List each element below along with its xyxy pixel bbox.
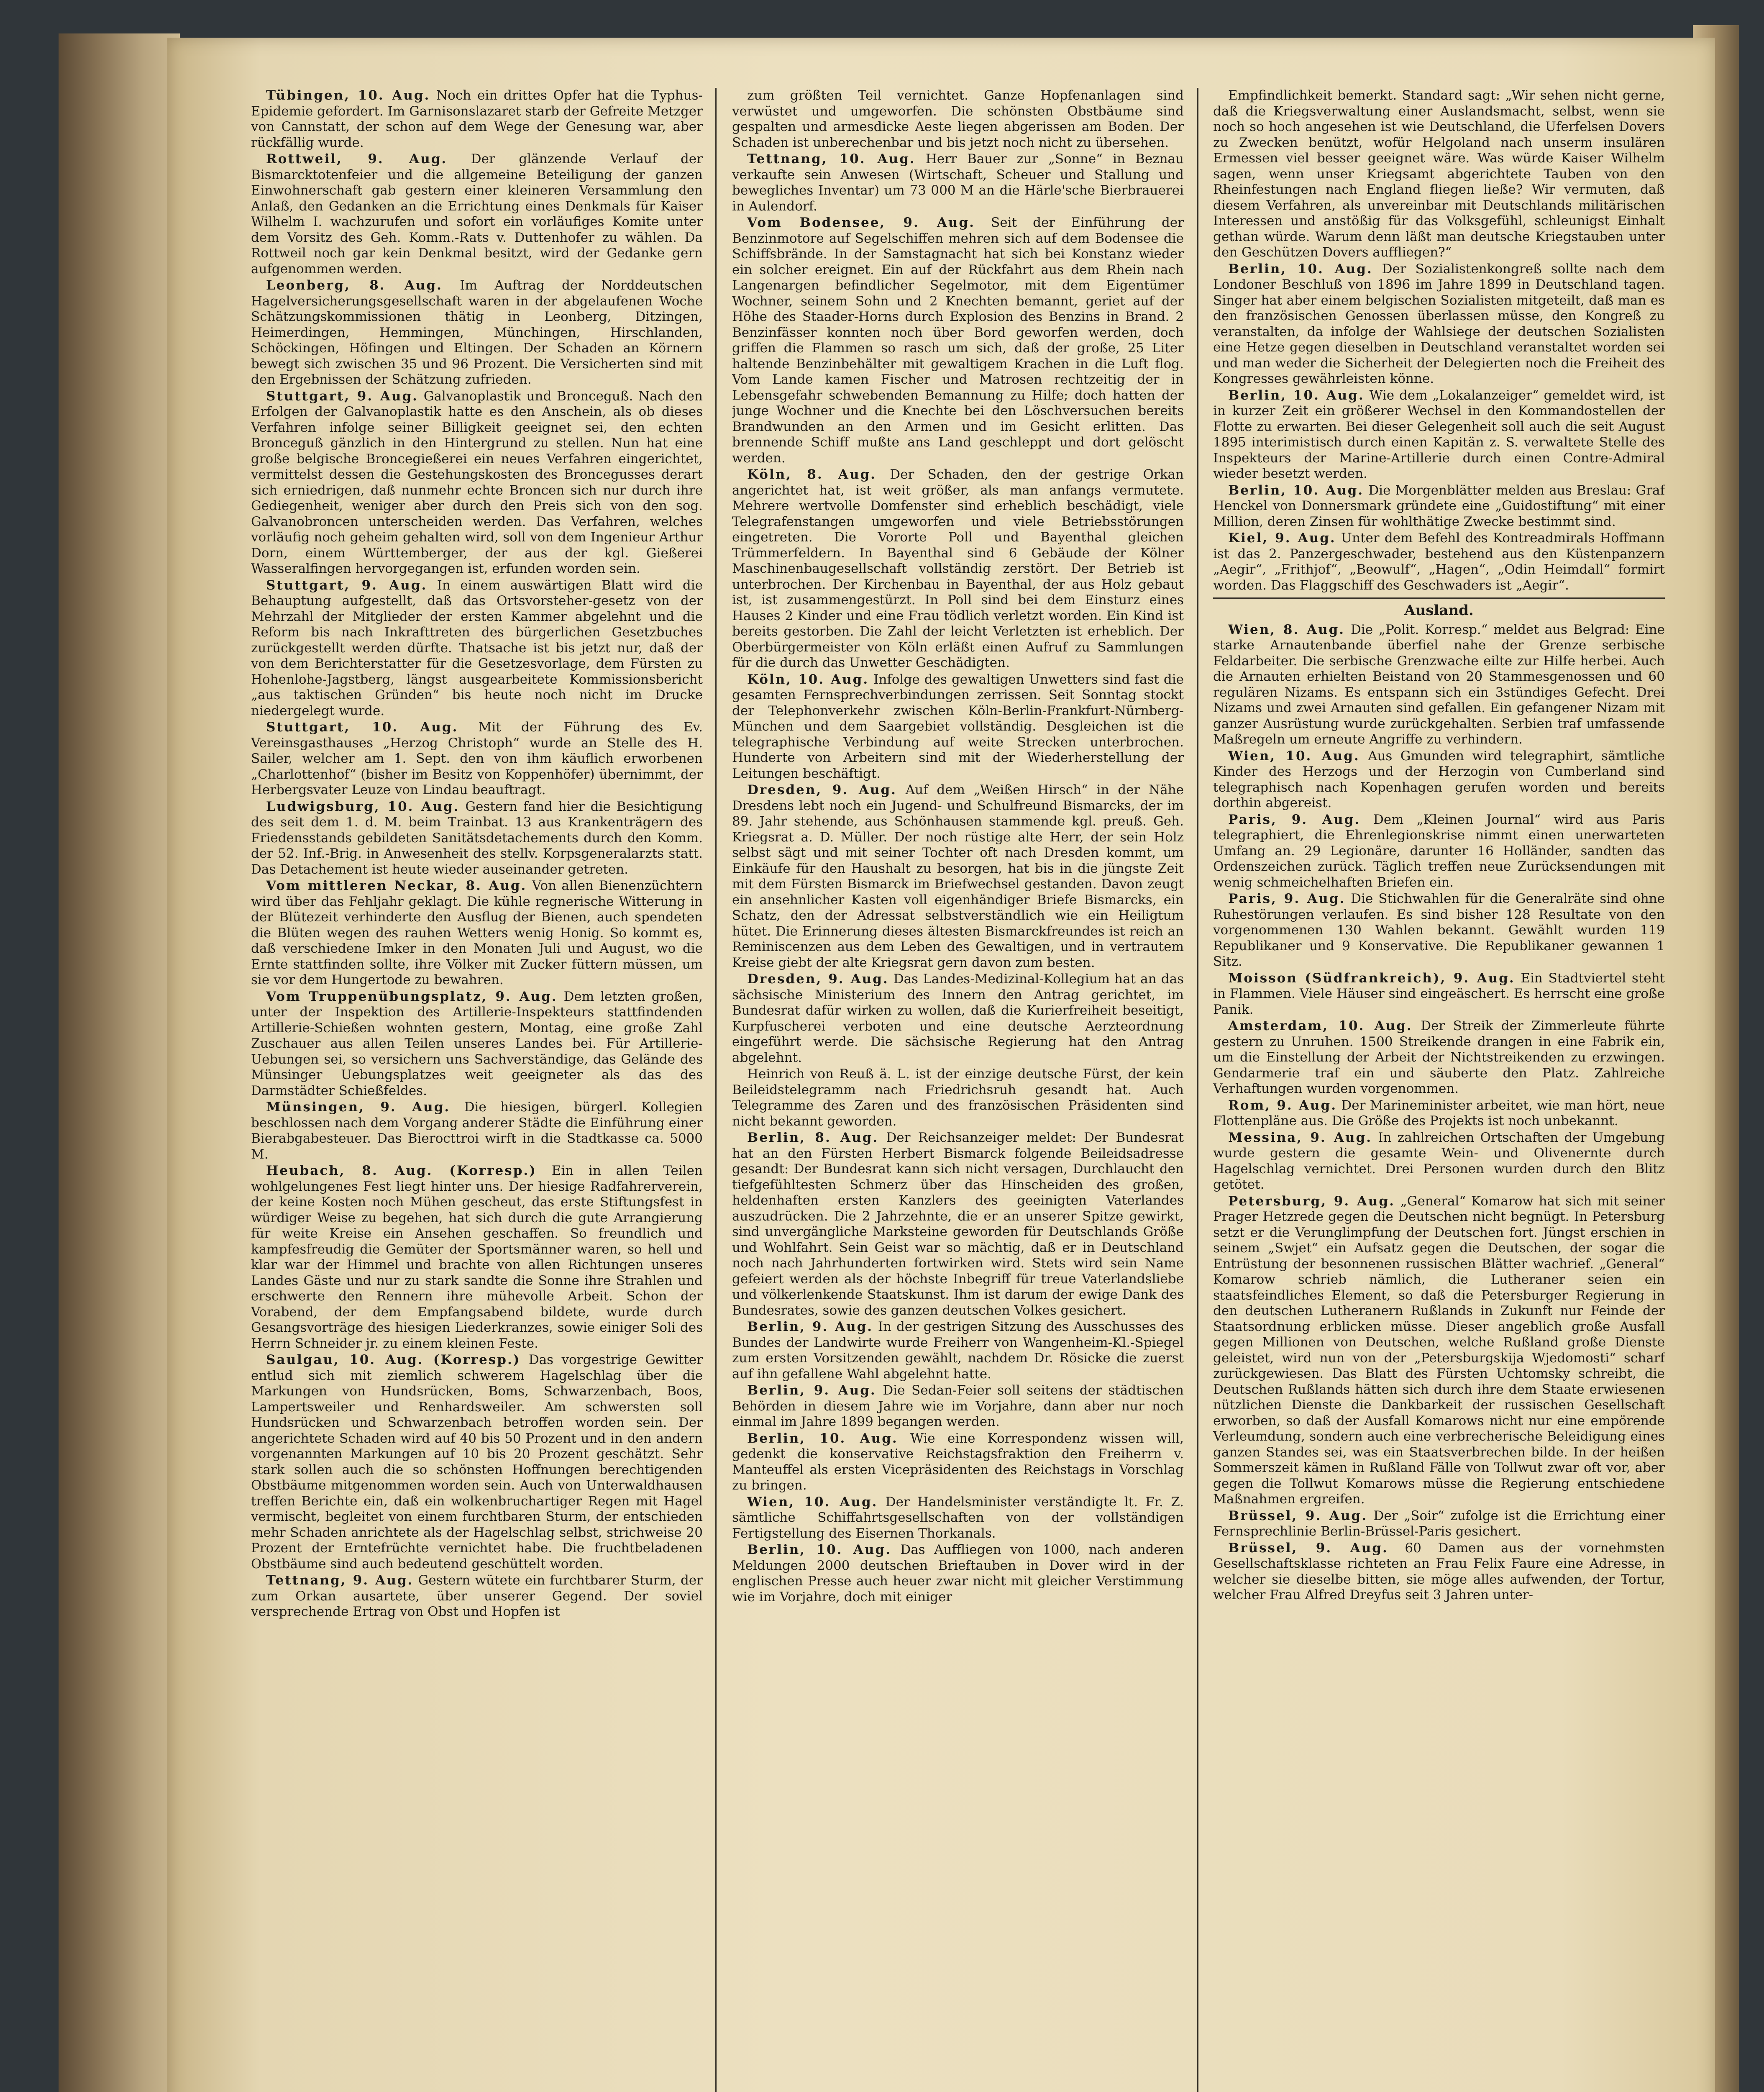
article-text: Wie eine Korrespondenz wissen will, gedenkt die konservative Reichstagsfraktion den Freiherrn v. Manteuffel als ersten Vicepräsidenten des Reichstags in Vorschlag zu bringen. bbox=[732, 1431, 1184, 1493]
article-paragraph bbox=[251, 1573, 703, 1620]
article-text: Der „Soir“ zufolge ist die Errichtung einer Fernsprechlinie Berlin-Brüssel-Paris gesichert. bbox=[1213, 1508, 1665, 1539]
dateline: Stuttgart, 9. Aug. bbox=[266, 388, 418, 404]
article-text: Der Streik der Zimmerleute führte gestern zu Unruhen. 1500 Streikende drangen in eine Fabrik ein, um die Einstellung der Arbeit der Nichtstreikenden zu erzwingen. Gendarmerie traf ein und säuberte den Platz. Zahlreiche Verhaftungen wurden vorgenommen. bbox=[1213, 1018, 1665, 1096]
article-text: Der Schaden, den der gestrige Orkan angerichtet hat, ist weit größer, als man anfangs vermutete. Mehrere wertvolle Domfenster sind erheblich beschädigt, viele Telegrafenstangen umgeworfen und viele Betriebsstörungen eingetreten. Die Vororte Poll und Bayenthal gleichen Trümmerfeldern. In Bayenthal sind 6 Gebäude der Kölner Maschinenbaugesellschaft vollständig zerstört. Der Betrieb ist unterbrochen. Der Kirchenbau in Bayenthal, der aus Holz gebaut ist, ist zusammengestürzt. In Poll sind bei dem Einsturz eines Hauses 2 Kinder und eine Frau tödlich verletzt worden. Ein Kind ist bereits gestorben. Die Zahl der leicht Verletzten ist erheblich. Der Oberbürgermeister von Köln erläßt einen Aufruf zu Sammlungen für die durch das Unwetter Geschädigten. bbox=[732, 467, 1184, 670]
article-text: Der glänzende Verlauf der Bismarcktotenfeier und die allgemeine Beteiligung der ganzen Einwohnerschaft gab gestern einer kleineren Versammlung den Anlaß, den Gedanken an die Errichtung eines Denkmals für Kaiser Wilhelm I. wachzurufen und sofort ein vorläufiges Komite unter dem Vorsitz des Geh. Komm.-Rats v. Duttenhofer zu wählen. Da Rottweil noch gar kein Denkmal besitzt, wird der Gedanke gern aufgenommen werden. bbox=[251, 151, 703, 277]
dateline: Stuttgart, 10. Aug. bbox=[266, 720, 458, 735]
article-text: Ein Stadtviertel steht in Flammen. Viele Häuser sind eingeäschert. Es herrscht eine große Panik. bbox=[1213, 970, 1665, 1017]
page-stack-left bbox=[59, 33, 180, 2092]
column-3-foreign bbox=[1213, 622, 1665, 1603]
article-text: 60 Damen aus der vornehmsten Gesellschaftsklasse richteten an Frau Felix Faure eine Adresse, in welcher sie dieselbe bitten, sie möge alles aufwenden, der Tortur, welcher Frau Alfred Dreyfus seit 3 Jahren unter- bbox=[1213, 1540, 1665, 1602]
article-text: Herr Bauer zur „Sonne“ in Beznau verkaufte sein Anwesen (Wirtschaft, Scheuer und Stallung und bewegliches Inventar) um 73 000 M an die Härle'sche Bierbrauerei in Aulendorf. bbox=[732, 151, 1184, 214]
article-paragraph bbox=[1213, 388, 1665, 482]
article-text: Galvanoplastik und Bronceguß. Nach den Erfolgen der Galvanoplastik hatte es den Anschein, als ob dieses Verfahren infolge seiner Billigkeit geeignet sei, den echten Bronceguß gänzlich in den Hintergrund zu stellen. Nun hat eine große belgische Broncegießerei ein neues Verfahren eingerichtet, vermittelst dessen die Gestehungskosten des Broncegusses derart sich erniedrigen, daß nunmehr echte Broncen sich nur durch ihre Gediegenheit, weniger aber durch den Preis sich von den sog. Galvanobroncen unterscheiden werden. Das Verfahren, welches vorläufig noch geheim gehalten wird, soll von dem Ingenieur Arthur Dorn, einem Württemberger, der aus der kgl. Gießerei Wasseralfingen hervorgegangen ist, erfunden worden sein. bbox=[251, 388, 703, 576]
dateline: Köln, 10. Aug. bbox=[747, 672, 869, 687]
article-paragraph bbox=[1213, 531, 1665, 593]
column-1 bbox=[251, 88, 703, 2092]
dateline: Berlin, 10. Aug. bbox=[747, 1431, 898, 1446]
article-paragraph bbox=[1213, 622, 1665, 748]
dateline: Berlin, 10. Aug. bbox=[747, 1542, 891, 1557]
article-paragraph bbox=[732, 1495, 1184, 1542]
dateline: Wien, 10. Aug. bbox=[747, 1494, 878, 1510]
article-paragraph bbox=[251, 578, 703, 719]
article-paragraph bbox=[251, 1100, 703, 1162]
dateline: Stuttgart, 9. Aug. bbox=[266, 577, 428, 593]
article-text: Gestern fand hier die Besichtigung des seit dem 1. d. M. beim Trainbat. 13 aus Krankenträgern des Friedensstands gebildeten Sanitätsdetachements durch den Komm. der 52. Inf.-Brig. in Anwesenheit des stellv. Korpsgeneralarzts statt. Das Detachement ist heute wieder auseinander getreten. bbox=[251, 799, 703, 877]
article-text: Gestern wütete ein furchtbarer Sturm, der zum Orkan ausartete, über unserer Gegend. Der soviel versprechende Ertrag von Obst und Hopfen ist bbox=[251, 1573, 703, 1619]
article-paragraph bbox=[1213, 483, 1665, 530]
dateline: Tübingen, 10. Aug. bbox=[266, 88, 430, 103]
dateline: Dresden, 9. Aug. bbox=[747, 972, 889, 987]
article-text: Die Stichwahlen für die Generalräte sind ohne Ruhestörungen verlaufen. Es sind bisher 128 Resultate von den vorgenommenen 130 Wahlen bekannt. Gewählt wurden 119 Republikaner und 9 Konservative. Die Republikaner gewannen 1 Sitz. bbox=[1213, 891, 1665, 969]
article-text: Infolge des gewaltigen Unwetters sind fast die gesamten Fernsprechverbindungen zerrissen. Seit Sonntag stockt der Telephonverkehr zwischen Köln-Berlin-Frankfurt-Nürnberg-München und dem Saargebiet vollständig. Desgleichen ist die telegraphische Verbindung auf weite Strecken unterbrochen. Hunderte von Arbeitern sind mit der Wiederherstellung der Leitungen beschäftigt. bbox=[732, 672, 1184, 781]
dateline: Tettnang, 9. Aug. bbox=[266, 1573, 414, 1588]
dateline: Berlin, 9. Aug. bbox=[747, 1319, 873, 1334]
article-paragraph bbox=[732, 1383, 1184, 1430]
dateline: Vom Bodensee, 9. Aug. bbox=[747, 215, 975, 230]
article-paragraph bbox=[251, 799, 703, 878]
article-paragraph bbox=[732, 88, 1184, 151]
dateline: Berlin, 10. Aug. bbox=[1228, 387, 1365, 403]
article-paragraph bbox=[1213, 1508, 1665, 1540]
article-text: Heinrich von Reuß ä. L. ist der einzige deutsche Fürst, der kein Beileidstelegramm nach Friedrichsruh gesandt hat. Auch Telegramme des Zaren und des französischen Präsidenten sind nicht bekannt geworden. bbox=[732, 1067, 1184, 1129]
article-text: Die Sedan-Feier soll seitens der städtischen Behörden in diesem Jahre wie im Vorjahre, dann aber nur noch einmal im Jahre 1899 begangen werden. bbox=[732, 1383, 1184, 1429]
dateline: Wien, 8. Aug. bbox=[1228, 622, 1345, 637]
article-paragraph bbox=[1213, 749, 1665, 811]
article-paragraph bbox=[251, 1352, 703, 1572]
dateline: Amsterdam, 10. Aug. bbox=[1228, 1018, 1413, 1033]
article-text: Aus Gmunden wird telegraphirt, sämtliche Kinder des Herzogs und der Herzogin von Cumberland sind telegraphisch nach Kopenhagen gerufen worden und bereits dorthin abgereist. bbox=[1213, 748, 1665, 810]
article-paragraph bbox=[251, 1163, 703, 1351]
article-paragraph bbox=[1213, 262, 1665, 387]
dateline: Vom Truppenübungsplatz, 9. Aug. bbox=[266, 989, 558, 1004]
dateline: Paris, 9. Aug. bbox=[1228, 891, 1346, 906]
article-text: Dem „Kleinen Journal“ wird aus Paris telegraphiert, die Ehrenlegionskrise nimmt einen unerwarteten Umfang an. 29 Legionäre, darunter 16 Holländer, sandten das Ordenszeichen zurück. Täglich treffen neue Zurücksendungen mit wenig schmeichelhaften Briefen ein. bbox=[1213, 812, 1665, 890]
article-text: Unter dem Befehl des Kontreadmirals Hoffmann ist das 2. Panzergeschwader, bestehend aus den Küstenpanzern „Aegir“, „Frithjof“, „Beowulf“, „Hagen“, „Odin Heimdall“ formirt worden. Das Flaggschiff des Geschwaders ist „Aegir“. bbox=[1213, 531, 1665, 593]
article-paragraph bbox=[1213, 1130, 1665, 1193]
column-2 bbox=[732, 88, 1184, 2092]
article-text: In einem auswärtigen Blatt wird die Behauptung aufgestellt, daß das Ortsvorsteher-gesetz von der Mehrzahl der Mitglieder der ersten Kammer abgelehnt und die Reform bis nach Inkrafttreten des bürgerlichen Gesetzbuches zurückgestellt werden dürfte. Thatsache ist bis jetzt nur, daß der von dem Berichterstatter für die Gesetzesvorlage, dem Fürsten zu Hohenlohe-Jagstberg, längst ausgearbeitete Kommissionsbericht „aus taktischen Gründen“ bis heute noch nicht im Drucke niedergelegt wurde. bbox=[251, 577, 703, 718]
column-3 bbox=[1213, 88, 1665, 2092]
dateline: Leonberg, 8. Aug. bbox=[266, 278, 443, 293]
article-paragraph bbox=[1213, 1098, 1665, 1129]
dateline: Münsingen, 9. Aug. bbox=[266, 1100, 451, 1115]
article-text: Empfindlichkeit bemerkt. Standard sagt: „Wir sehen nicht gerne, daß die Kriegsverwaltung einer Auslandsmacht, selbst, wenn sie noch so hoch angesehen ist wie Deutschland, die Uferfelsen Dovers zu Zwecken benützt, wofür Helgoland nach unserm insulären Ermessen viel besser geeignet wäre. Was würde Kaiser Wilhelm sagen, wenn unser Kriegsamt abgerichtete Tauben von den Rheinfestungen nach England fliegen ließe? Wir vermuten, daß diesem Verfahren, als unvereinbar mit Deutschlands militärischen Interessen und anstößig für das Volksgefühl, schleunigst Einhalt gethan würde. Warum denn läßt man deutsche Kriegstauben unter den Geschützen Dovers auffliegen?“ bbox=[1213, 88, 1665, 260]
article-text: Der Handelsminister verständigte lt. Fr. Z. sämtliche Schiffahrtsgesellschaften von der vollständigen Fertigstellung des Eisernen Thorkanals. bbox=[732, 1494, 1184, 1541]
article-text: Ein in allen Teilen wohlgelungenes Fest liegt hinter uns. Der hiesige Radfahrerverein, der keine Kosten noch Mühen gescheut, das erste Stiftungsfest in würdiger Weise zu begehen, hat sich durch die gute Arrangierung für weite Kreise ein Ansehen geschaffen. So freundlich und kampfesfreudig die Gemüter der Sportsmänner waren, so hell und klar war der Himmel und brachte von allen Richtungen unseres Landes Gäste und nur zu stark sandte die Sonne ihre Strahlen und erschwerte den Rennern ihre mühevolle Arbeit. Schon der Vorabend, der dem Empfangsabend bildete, wurde durch Gesangsvorträge des hiesigen Liederkranzes, sowie einiger Soli des Herrn Schneider jr. zu einem kleinen Feste. bbox=[251, 1163, 703, 1351]
article-text: In der gestrigen Sitzung des Ausschusses des Bundes der Landwirte wurde Freiherr von Wangenheim-Kl.-Spiegel zum ersten Vorsitzenden gewählt, nachdem Dr. Rösicke die zuerst auf ihn gefallene Wahl abgelehnt hatte. bbox=[732, 1319, 1184, 1382]
dateline: Köln, 8. Aug. bbox=[747, 467, 876, 482]
article-paragraph bbox=[732, 1130, 1184, 1318]
article-paragraph bbox=[1213, 891, 1665, 970]
article-text: Von allen Bienenzüchtern wird über das Fehljahr geklagt. Die kühle regnerische Witterung in der Blütezeit verhinderte den Ausflug der Bienen, auch spendeten die Blüten wegen des rauhen Wetters wenig Honig. So kommt es, daß verschiedene Imker in den Monaten Juli und August, wo die Ernte stattfinden sollte, ihre Völker mit Zucker füttern müssen, um sie vor dem Hungertode zu bewahren. bbox=[251, 878, 703, 987]
dateline: Heubach, 8. Aug. (Korresp.) bbox=[266, 1163, 537, 1178]
dateline: Brüssel, 9. Aug. bbox=[1228, 1508, 1367, 1523]
article-paragraph bbox=[251, 989, 703, 1099]
dateline: Brüssel, 9. Aug. bbox=[1228, 1540, 1388, 1556]
article-text: Das Landes-Medizinal-Kollegium hat an das sächsische Ministerium des Innern den Antrag gerichtet, im Bundesrat dafür wirken zu wollen, daß die Kurierfreiheit beseitigt, Kurpfuscherei verboten und eine deutsche Aerzteordnung eingeführt werde. Die sächsische Regierung hat den Antrag abgelehnt. bbox=[732, 972, 1184, 1065]
dateline: Wien, 10. Aug. bbox=[1228, 748, 1360, 764]
article-text: Die Morgenblätter melden aus Breslau: Graf Henckel von Donnersmark gründete eine „Guidostiftung“ mit einer Million, deren Zinsen für wohlthätige Zwecke bestimmt sind. bbox=[1213, 482, 1665, 529]
article-paragraph bbox=[251, 88, 703, 151]
dateline: Moisson (Südfrankreich), 9. Aug. bbox=[1228, 970, 1515, 986]
dateline: Berlin, 8. Aug. bbox=[747, 1130, 879, 1145]
article-text: Das vorgestrige Gewitter entlud sich mit ziemlich schwerem Hagelschlag über die Markungen von Hundsrücken, Boms, Schwarzenbach, Boos, Lampertsweiler und Renhardsweiler. Am schwersten soll Hundsrücken und Schwarzenbach betroffen worden sein. Der angerichtete Schaden wird auf 40 bis 50 Prozent und in den andern vorgenannten Markungen auf 10 bis 20 Prozent geschätzt. Sehr stark sollen auch die so schönsten Hoffnungen berechtigenden Obstbäume mitgenommen worden sein. Auch von Unterwaldhausen treffen Berichte ein, daß ein wolkenbruchartiger Regen mit Hagel vermischt, begleitet von einem furchtbaren Sturm, der entschieden mehr Schaden anrichtete als der Hagelschlag selbst, strichweise 20 Prozent der Erntefrüchte vernichtet habe. Die fruchtbeladenen Obstbäume sind auch bedeutend geschüttelt worden. bbox=[251, 1352, 703, 1572]
article-paragraph bbox=[732, 467, 1184, 671]
article-paragraph bbox=[732, 972, 1184, 1066]
dateline: Paris, 9. Aug. bbox=[1228, 812, 1361, 827]
dateline: Dresden, 9. Aug. bbox=[747, 782, 897, 797]
article-text: Das Auffliegen von 1000, nach anderen Meldungen 2000 deutschen Brieftauben in Dover wird in der englischen Presse auch heuer zwar nicht mit gleicher Verstimmung wie im Vorjahre, doch mit einiger bbox=[732, 1542, 1184, 1605]
article-paragraph bbox=[732, 1319, 1184, 1382]
article-text: Wie dem „Lokalanzeiger“ gemeldet wird, ist in kurzer Zeit ein größerer Wechsel in den Kommandostellen der Flotte zu erwarten. Bei dieser Gelegenheit soll auch die seit August 1895 interimistisch durch einen Kapitän z. S. verwaltete Stelle des Inspekteurs der Marine-Artillerie durch einen Contre-Admiral wieder besetzt werden. bbox=[1213, 387, 1665, 481]
article-text: Der Sozialistenkongreß sollte nach dem Londoner Beschluß von 1896 im Jahre 1899 in Deutschland tagen. Singer hat aber einem belgischen Sozialisten mitgeteilt, daß man es den französischen Genossen überlassen müsse, den Kongreß zu veranstalten, da infolge der Wahlsiege der deutschen Sozialisten eine Hetze gegen dieselben in Deutschland veranstaltet worden sei und man weder die Sicherheit der Delegierten noch die Freiheit des Kongresses gewährleisten könne. bbox=[1213, 261, 1665, 386]
article-paragraph bbox=[732, 215, 1184, 466]
article-paragraph bbox=[1213, 812, 1665, 891]
article-text: Die hiesigen, bürgerl. Kollegien beschlossen nach dem Vorgang anderer Städte die Einführung einer Bierabgabesteuer. Das Bierocttroi wirft in die Stadtkasse ca. 5000 M. bbox=[251, 1100, 703, 1162]
article-text: Dem letzten großen, unter der Inspektion des Artillerie-Inspekteurs stattfindenden Artillerie-Schießen wohnten gestern, Montag, eine große Zahl Zuschauer aus allen Teilen unseres Landes bei. Für Artillerie-Uebungen sei, so versichern uns Sachverständige, das Gelände des Münsinger Uebungsplatzes weit geeigneter als das des Darmstädter Schießfeldes. bbox=[251, 989, 703, 1098]
dateline: Ludwigsburg, 10. Aug. bbox=[266, 799, 460, 814]
dateline: Berlin, 10. Aug. bbox=[1228, 482, 1364, 498]
article-text: Seit der Einführung der Benzinmotore auf Segelschiffen mehren sich auf dem Bodensee die Schiffsbrände. In der Samstagnacht hat sich bei Konstanz wieder ein solcher ereignet. Ein auf der Rückfahrt aus dem Rhein nach Langenargen befindlicher Segelmotor, mit dem Eigentümer Wochner, seinem Sohn und 2 Knechten bemannt, geriet auf der Höhe des Staader-Horns durch Explosion des Benzins in Brand. 2 Benzinfässer konnten noch über Bord geworfen werden, doch griffen die Flammen so rasch um sich, daß der große, 25 Liter haltende Benzinbehälter mit gewaltigem Krachen in die Luft flog. Vom Lande kamen Fischer und Matrosen rechtzeitig der in Lebensgefahr schwebenden Bemannung zu Hilfe; doch hatten der junge Wochner und die Knechte bei den Löschversuchen bereits Brandwunden an den Armen und im Gesicht erlitten. Das brennende Schiff mußte ans Land geschleppt und dort gelöscht werden. bbox=[732, 215, 1184, 466]
article-paragraph bbox=[732, 1431, 1184, 1494]
dateline: Vom mittleren Neckar, 8. Aug. bbox=[266, 878, 527, 893]
column-3-domestic bbox=[1213, 88, 1665, 593]
dateline: Saulgau, 10. Aug. (Korresp.) bbox=[266, 1352, 521, 1367]
article-text: Im Auftrag der Norddeutschen Hagelversicherungsgesellschaft waren in der abgelaufenen Woche Schätzungskommissionen thätig in Leonberg, Ditzingen, Heimerdingen, Hemmingen, Münchingen, Hirschlanden, Schöckingen, Höfingen und Eltingen. Der Schaden an Körnern bewegt sich zwischen 35 und 96 Prozent. Die Versicherten sind mit den Ergebnissen der Schätzung zufrieden. bbox=[251, 278, 703, 387]
article-paragraph bbox=[1213, 971, 1665, 1018]
article-paragraph bbox=[251, 720, 703, 798]
dateline: Kiel, 9. Aug. bbox=[1228, 531, 1336, 546]
article-text: Mit der Führung des Ev. Vereinsgasthauses „Herzog Christoph“ wurde an Stelle des H. Sailer, welcher am 1. Sept. den von ihm käuflich erworbenen „Charlottenhof“ (bisher im Besitz von Koppenhöfer) übernimmt, der Herbergsvater Leuze von Lindau beauftragt. bbox=[251, 720, 703, 797]
column-divider bbox=[1197, 88, 1198, 2092]
article-text: Der Reichsanzeiger meldet: Der Bundesrat hat an den Fürsten Herbert Bismarck folgende Beileidsadresse gesandt: Der Bundesrat kann sich nicht versagen, Durchlaucht den tiefgefühltesten Schmerz über das Hinscheiden des großen, heldenhaften ersten Kanzlers des geeinigten Vaterlandes auszudrücken. Die 2 Jahrzehnte, die er an unserer Spitze gewirkt, sind unvergängliche Marksteine geworden für Deutschlands Größe und Wohlfahrt. Sein Geist war so mächtig, daß er in Deutschland noch nach Jahrhunderten fortwirken wird. Stets wird sein Name gefeiert werden als der höchste Inbegriff für treue Vaterlandsliebe und völkerlenkende Staatskunst. Ihm ist darum der ewige Dank des Bundesrates, sowie des ganzen deutschen Volkes gesichert. bbox=[732, 1130, 1184, 1318]
article-text: In zahlreichen Ortschaften der Umgebung wurde gestern die gesamte Wein- und Olivenernte durch Hagelschlag vernichtet. Drei Personen wurden durch den Blitz getötet. bbox=[1213, 1130, 1665, 1192]
article-text: Der Marineminister arbeitet, wie man hört, neue Flottenpläne aus. Die Größe des Projekts ist noch unbekannt. bbox=[1213, 1097, 1665, 1128]
article-text: Die „Polit. Korresp.“ meldet aus Belgrad: Eine starke Arnautenbande überfiel nahe der Grenze serbische Feldarbeiter. Die serbische Grenzwache eilte zur Hilfe herbei. Auch die Arnauten erhielten Beistand von 20 Stammesgenossen und 60 regulären Nizams. Es entspann sich ein 3stündiges Gefecht. Drei Nizams und zwei Arnauten sind gefallen. Ein gefangener Nizam mit ganzer Ausrüstung wurde zurückgehalten. Serbien traf umfassende Maßregeln um erneute Angriffe zu verhindern. bbox=[1213, 622, 1665, 747]
article-text: zum größten Teil vernichtet. Ganze Hopfenanlagen sind verwüstet und umgeworfen. Die schönsten Obstbäume sind gespalten und armesdicke Aeste liegen abgerissen am Boden. Der Schaden ist unberechenbar und bis jetzt noch nicht zu übersehen. bbox=[732, 88, 1184, 150]
dateline: Messina, 9. Aug. bbox=[1228, 1130, 1372, 1145]
article-paragraph bbox=[732, 1542, 1184, 1605]
article-text: Noch ein drittes Opfer hat die Typhus-Epidemie gefordert. Im Garnisonslazaret starb der Gefreite Metzger von Cannstatt, der schon auf dem Wege der Genesung war, aber rückfällig wurde. bbox=[251, 88, 703, 150]
dateline: Berlin, 10. Aug. bbox=[1228, 261, 1373, 277]
article-text: Auf dem „Weißen Hirsch“ in der Nähe Dresdens lebt noch ein Jugend- und Schulfreund Bismarcks, der im 89. Jahr stehende, aus Schönhausen stammende kgl. preuß. Geh. Kriegsrat a. D. Müller. Der noch rüstige alte Herr, der sein Holz selbst sägt und mit seiner Tochter oft nach Dresden kommt, um Einkäufe für den Haushalt zu besorgen, hat bis in die jüngste Zeit mit dem Fürsten Bismarck im Briefwechsel gestanden. Davon zeugt ein ansehnlicher Kasten voll eigenhändiger Briefe Bismarcks, ein Schatz, den der Adressat selbstverständlich wie ein Heiligtum hütet. Die Erinnerung dieses ältesten Bismarckfreundes ist reich an Reminiscenzen aus dem Leben des Gewaltigen, und in vertrautem Kreise giebt der alte Kriegsrat gern davon zum besten. bbox=[732, 782, 1184, 970]
section-heading-ausland: Ausland. bbox=[1213, 597, 1665, 619]
article-paragraph bbox=[732, 782, 1184, 971]
article-paragraph bbox=[251, 878, 703, 988]
dateline: Petersburg, 9. Aug. bbox=[1228, 1193, 1395, 1209]
article-paragraph bbox=[732, 151, 1184, 214]
newspaper-page bbox=[167, 38, 1715, 2092]
dateline: Berlin, 9. Aug. bbox=[747, 1383, 876, 1398]
column-divider bbox=[715, 88, 717, 2092]
article-paragraph bbox=[1213, 1194, 1665, 1507]
article-paragraph bbox=[251, 389, 703, 577]
article-text: „General“ Komarow hat sich mit seiner Prager Hetzrede gegen die Deutschen nicht begnügt. In Petersburg setzt er die Verunglimpfung der Deutschen fort. Jüngst erschien in seinem „Swjet“ ein Aufsatz gegen die Deutschen, der sogar die Entrüstung der besonnenen russischen Blätter wachrief. „General“ Komarow schrieb nämlich, die Lutheraner seien ein staatsfeindliches Element, so daß die Petersburger Regierung in den deutschen Lutheranern Rußlands in Zukunft nur Feinde der Staatsordnung erblicken müsse. Dieser angeblich große Ausfall gegen Millionen von Deutschen, welche Rußland große Dienste geleistet, wird nun von der „Petersburgskija Wjedomosti“ scharf zurückgewiesen. Das Blatt des Fürsten Uchtomsky schreibt, die Deutschen Rußlands hätten sich durch ihre dem Staate erwiesenen nützlichen Dienste die Dankbarkeit der russischen Gesellschaft erworben, so daß der Ausfall Komarows nicht nur eine empörende Verleumdung, sondern auch eine verbrecherische Beleidigung eines ganzen Standes sei, was ein Staatsverbrechen bilde. In der heißen Sommerszeit kämen in Rußland Fälle von Tollwut zwar oft vor, aber gegen die Tollwut Komarows müsse die Regierung entschiedene Maßnahmen ergreifen. bbox=[1213, 1193, 1665, 1507]
dateline: Rom, 9. Aug. bbox=[1228, 1097, 1337, 1113]
article-paragraph bbox=[1213, 1018, 1665, 1097]
text-columns bbox=[251, 88, 1665, 2092]
article-paragraph bbox=[251, 278, 703, 388]
article-paragraph bbox=[732, 672, 1184, 782]
article-paragraph bbox=[1213, 1541, 1665, 1603]
article-paragraph bbox=[251, 151, 703, 277]
article-paragraph bbox=[1213, 88, 1665, 261]
dateline: Tettnang, 10. Aug. bbox=[747, 151, 916, 167]
article-paragraph bbox=[732, 1067, 1184, 1129]
dateline: Rottweil, 9. Aug. bbox=[266, 151, 448, 167]
